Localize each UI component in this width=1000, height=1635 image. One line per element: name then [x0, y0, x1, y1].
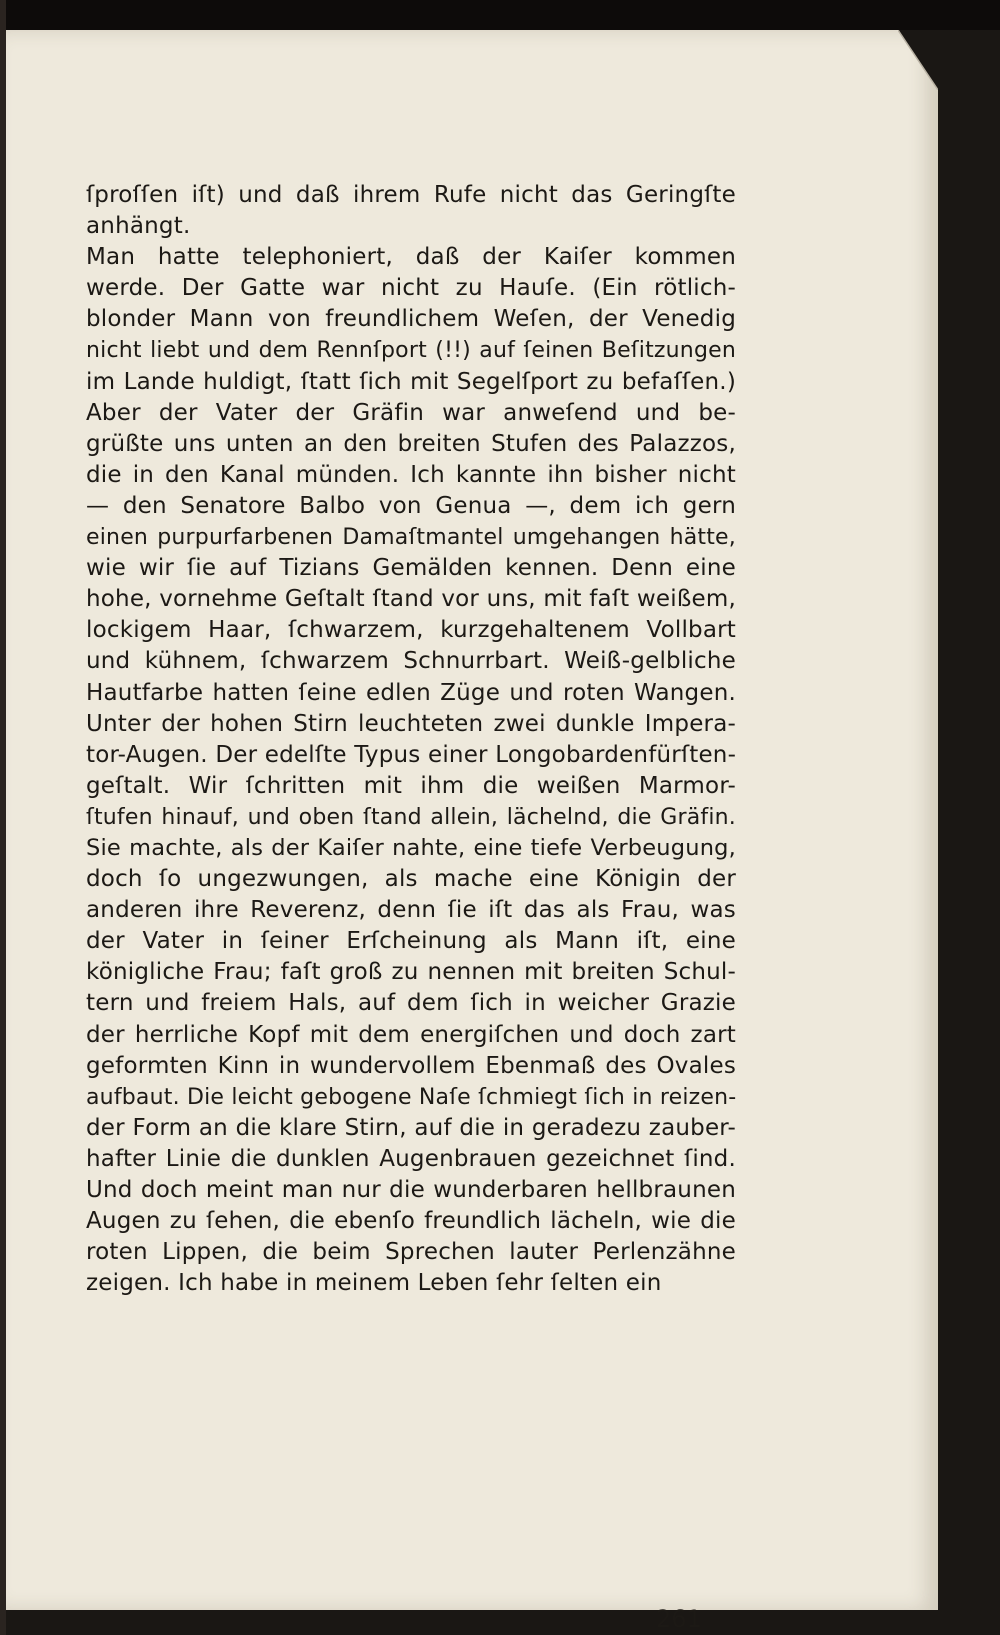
text-line: geformten Kinn in wundervollem Ebenmaß des Ovales [86, 1052, 736, 1079]
text-line: Sie machte, als der Kaiſer nahte, eine tiefe Verbeugung, [86, 834, 736, 861]
text-line: anhängt. [86, 213, 191, 240]
scan-background-top [0, 0, 1000, 30]
text-line: im Lande huldigt, ſtatt ſich mit Segelſport zu befaſſen.) [86, 368, 736, 395]
text-line: und kühnem, ſchwarzem Schnurrbart. Weiß-gelbliche [86, 648, 736, 675]
text-line: Unter der hohen Stirn leuchteten zwei dunkle Impera- [86, 710, 736, 737]
text-line: tor-Augen. Der edelſte Typus einer Longobardenfürſten- [86, 741, 737, 768]
text-line: tern und freiem Hals, auf dem ſich in weicher Grazie [86, 990, 736, 1017]
text-line: der herrliche Kopf mit dem energiſchen und doch zart [86, 1021, 736, 1048]
folded-corner-icon [898, 30, 938, 90]
text-line: Und doch meint man nur die wunderbaren hellbraunen [86, 1177, 736, 1203]
text-line: nicht liebt und dem Rennſport (!!) auf ſeinen Beſitzungen [86, 338, 736, 364]
page-number: 261 [656, 1605, 702, 1633]
text-line: ſtufen hinauf, und oben ſtand allein, lächelnd, die Gräfin. [86, 804, 736, 830]
text-line: hafter Linie die dunklen Augenbrauen gezeichnet ſind. [86, 1145, 736, 1172]
text-line: der Form an die klare Stirn, auf die in geradezu zauber- [86, 1114, 736, 1141]
text-line: blonder Mann von freundlichem Weſen, der Venedig [86, 306, 736, 333]
text-line: lockigem Haar, ſchwarzem, kurzgehaltenem Vollbart [86, 617, 736, 644]
text-line: Man hatte telephoniert, daß der Kaiſer kommen [86, 244, 736, 271]
body-text [86, 180, 736, 1299]
text-line: Augen zu ſehen, die ebenſo freundlich lächeln, wie die [86, 1208, 736, 1235]
text-line: wie wir ſie auf Tizians Gemälden kennen. Denn eine [86, 555, 736, 582]
book-page [6, 30, 938, 1633]
text-line: werde. Der Gatte war nicht zu Hauſe. (Ein rötlich- [86, 275, 736, 302]
text-line: geſtalt. Wir ſchritten mit ihm die weißen Marmor- [86, 772, 736, 799]
text-line: einen purpurfarbenen Damaſtmantel umgehangen hätte, [86, 525, 736, 551]
text-line: ſproſſen iſt) und daß ihrem Rufe nicht das Geringſte [86, 182, 736, 208]
text-line: zeigen. Ich habe in meinem Leben ſehr ſelten ein [86, 1270, 662, 1297]
text-line: grüßte uns unten an den breiten Stufen des Palazzos, [86, 430, 736, 457]
text-line: hohe, vornehme Geſtalt ſtand vor uns, mit faſt weißem, [86, 586, 736, 613]
text-line: roten Lippen, die beim Sprechen lauter Perlenzähne [86, 1239, 736, 1266]
text-line: königliche Frau; faſt groß zu nennen mit breiten Schul- [86, 959, 736, 986]
text-line: der Vater in ſeiner Erſcheinung als Mann iſt, eine [86, 928, 736, 955]
text-line: aufbaut. Die leicht gebogene Naſe ſchmiegt ſich in reizen- [86, 1084, 737, 1110]
text-line: doch ſo ungezwungen, als mache eine Königin der [86, 866, 736, 893]
text-line: die in den Kanal münden. Ich kannte ihn bisher nicht [86, 461, 736, 488]
text-line: Hautfarbe hatten ſeine edlen Züge und roten Wangen. [86, 679, 736, 706]
text-line: — den Senatore Balbo von Genua —, dem ich gern [86, 492, 736, 519]
text-line: anderen ihre Reverenz, denn ſie iſt das als Frau, was [86, 897, 736, 924]
text-line: Aber der Vater der Gräfin war anweſend und be- [86, 399, 736, 426]
